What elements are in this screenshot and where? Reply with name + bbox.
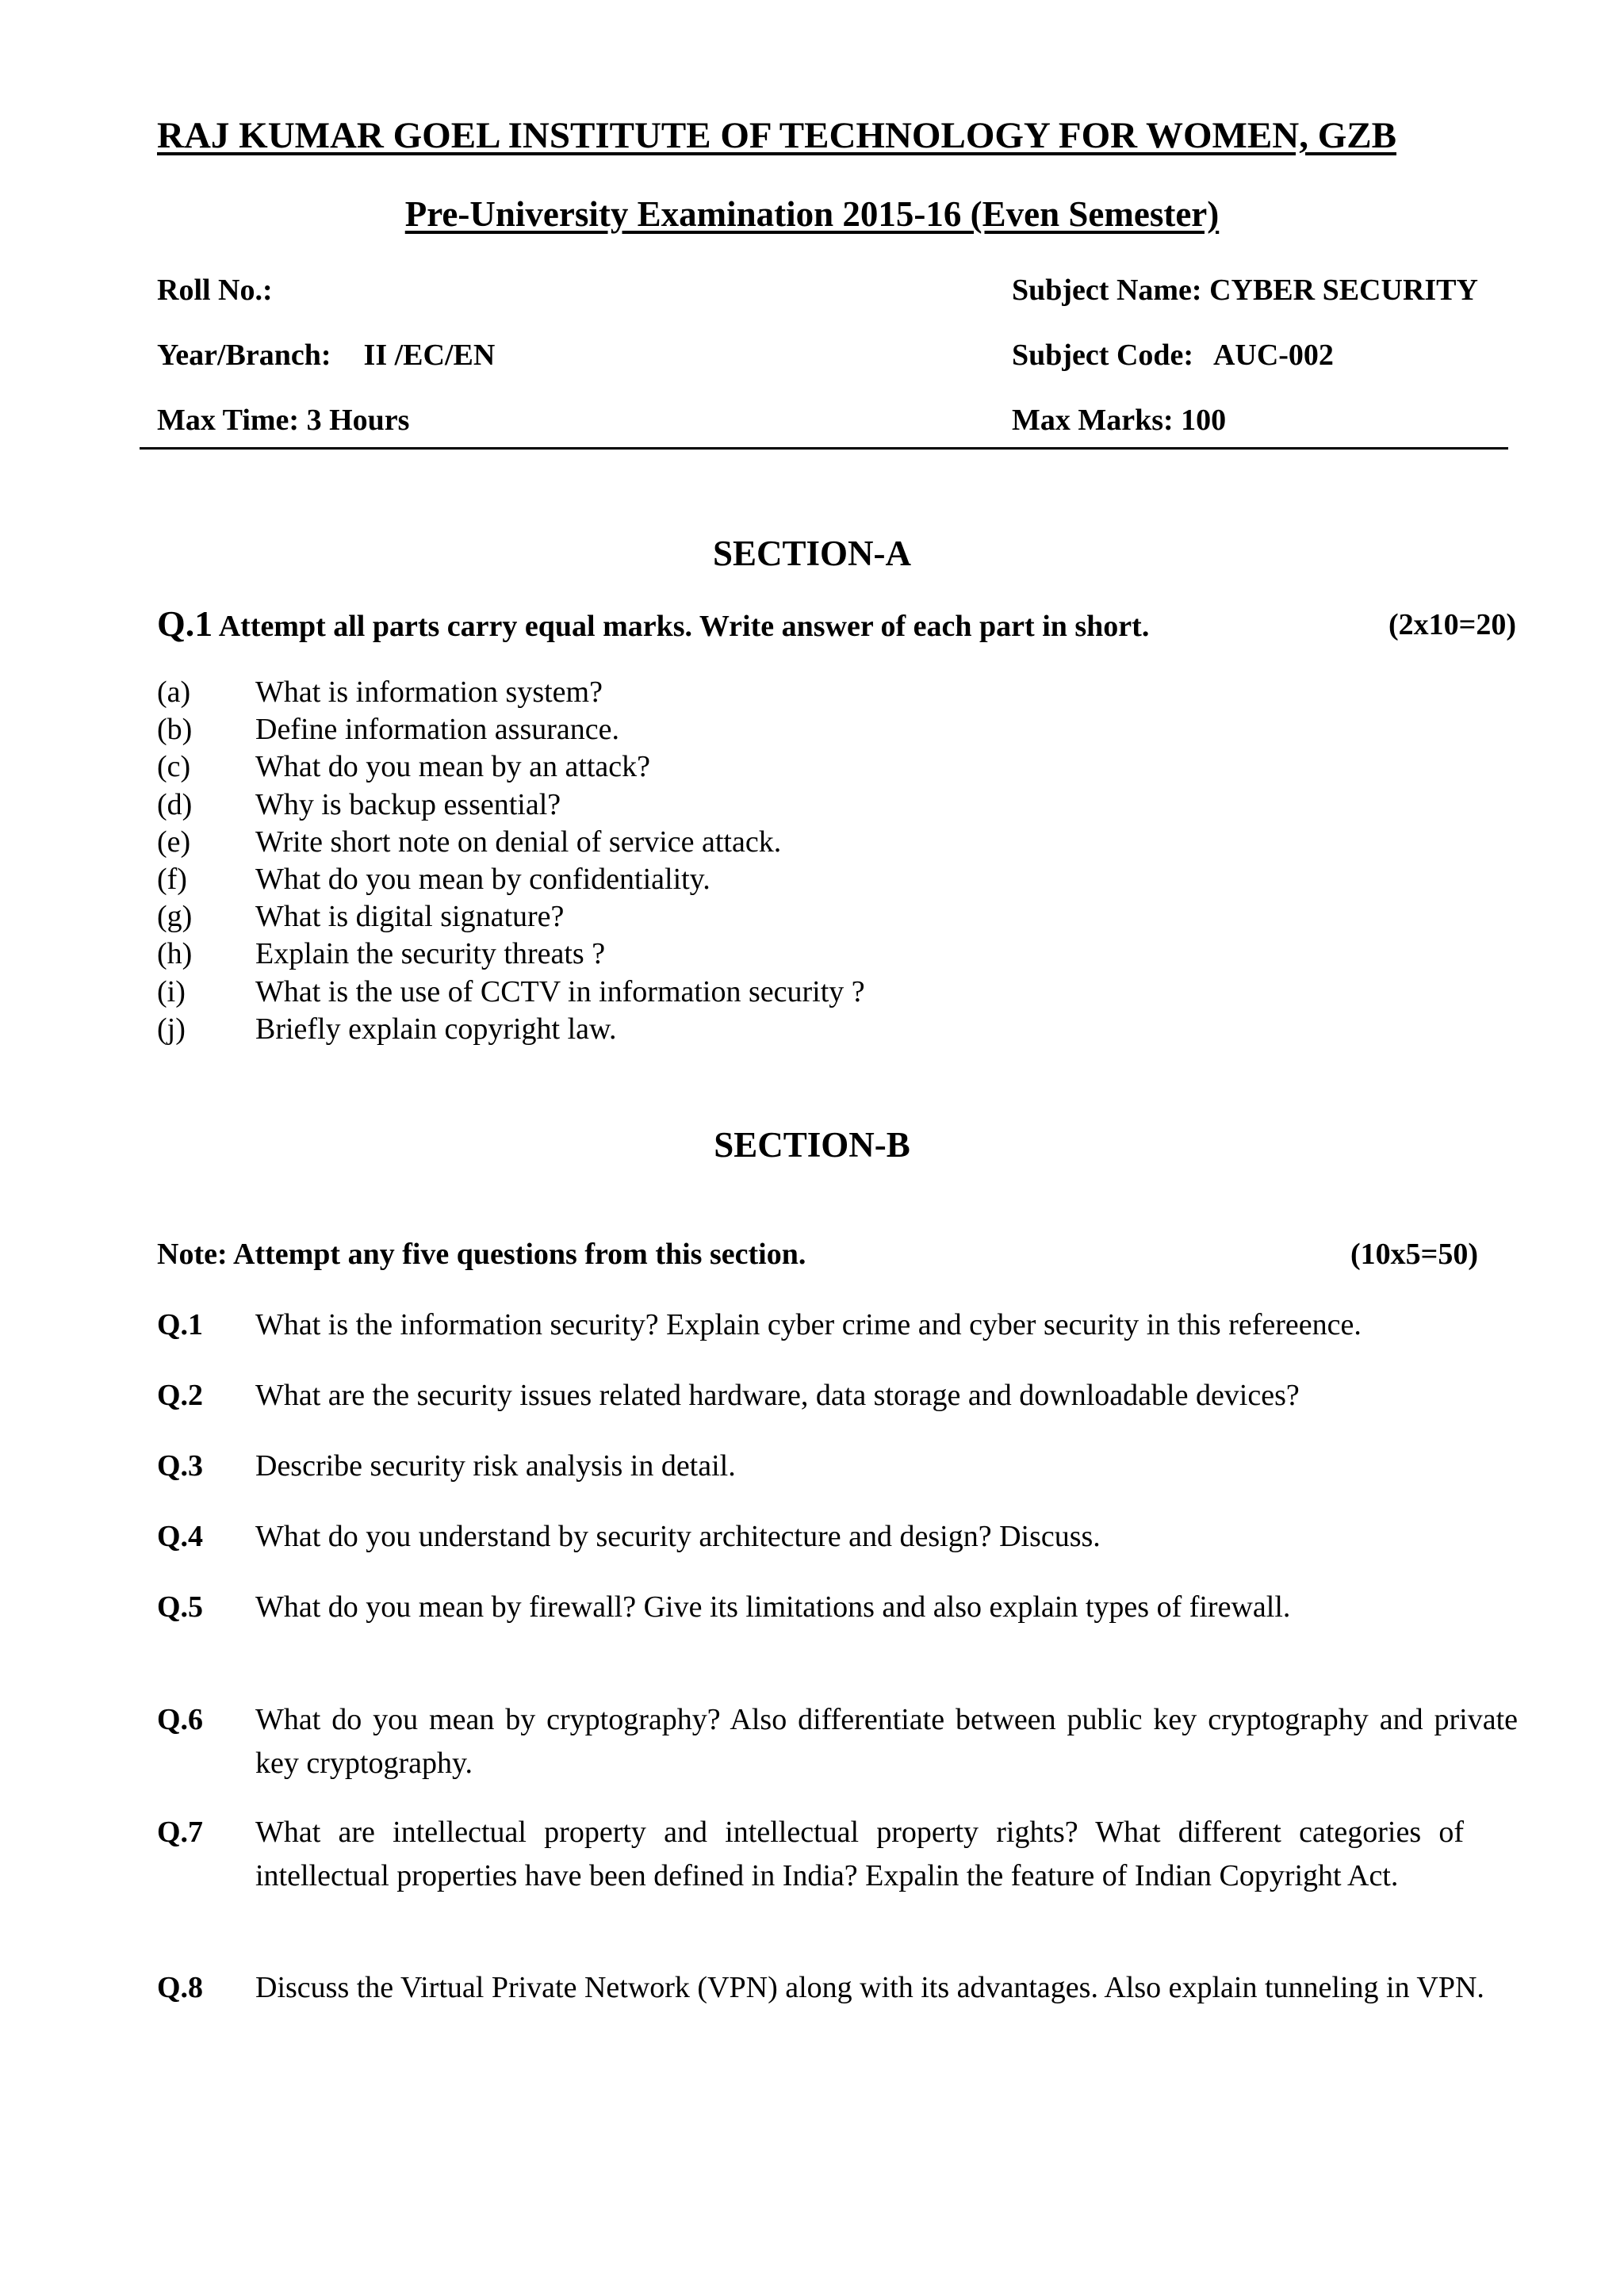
part-text: What is digital signature?	[255, 900, 565, 934]
year-branch-value: II /EC/EN	[363, 339, 496, 372]
list-item	[157, 974, 865, 1011]
section-a-question-label: Q.1	[157, 603, 213, 644]
part-text: Briefly explain copyright law.	[255, 1012, 617, 1046]
part-text: Define information assurance.	[255, 713, 619, 747]
section-b-question	[157, 1586, 1331, 1629]
subject-code-value: AUC-002	[1212, 339, 1334, 372]
section-b-question	[157, 1515, 1518, 1559]
list-item	[157, 674, 865, 711]
question-text: What do you mean by cryptography? Also differentiate between public key cryptography and private key cryptography.	[255, 1703, 1518, 1780]
section-a-marks: (2x10=20)	[1388, 608, 1516, 641]
subject-name-label: Subject Name:	[1012, 274, 1202, 307]
list-item	[157, 711, 865, 748]
section-b-question	[157, 1698, 1518, 1785]
section-a-question	[157, 603, 1149, 645]
section-b-marks: (10x5=50)	[1350, 1238, 1478, 1271]
part-text: Explain the security threats ?	[255, 937, 606, 971]
section-b-question	[157, 1303, 1518, 1347]
section-b-heading: SECTION-B	[714, 1125, 910, 1165]
question-text: Discuss the Virtual Private Network (VPN) along with its advantages. Also explain tunneling in VPN.	[255, 1971, 1484, 2004]
part-text: What is the use of CCTV in information security ?	[255, 974, 865, 1008]
part-label: (e)	[157, 825, 191, 859]
roll-no-label: Roll No.:	[157, 274, 273, 307]
part-label: (h)	[157, 937, 193, 971]
section-b-note: Note: Attempt any five questions from this section.	[157, 1238, 806, 1271]
part-label: (i)	[157, 974, 186, 1008]
subject-code	[1012, 338, 1334, 373]
section-b-question	[157, 1966, 1518, 2010]
max-marks: Max Marks: 100	[1012, 404, 1227, 437]
part-label: (a)	[157, 675, 191, 709]
part-text: What do you mean by confidentiality.	[255, 862, 710, 896]
question-text: Describe security risk analysis in detail.	[255, 1449, 736, 1483]
subject-code-label: Subject Code:	[1012, 339, 1194, 372]
question-label: Q.6	[157, 1703, 204, 1736]
section-b-question	[157, 1374, 1518, 1418]
part-text: Write short note on denial of service attack.	[255, 825, 782, 859]
part-text: What is information system?	[255, 675, 603, 709]
question-label: Q.3	[157, 1449, 204, 1483]
question-text: What are the security issues related hardware, data storage and downloadable devices?	[255, 1379, 1300, 1412]
part-text: Why is backup essential?	[255, 787, 561, 821]
max-time: Max Time: 3 Hours	[157, 404, 410, 437]
part-label: (b)	[157, 713, 193, 747]
list-item	[157, 1011, 865, 1048]
question-text: What do you understand by security architecture and design? Discuss.	[255, 1520, 1101, 1553]
part-text: What do you mean by an attack?	[255, 750, 651, 784]
part-label: (g)	[157, 900, 193, 934]
section-a-parts-list	[157, 674, 865, 1048]
section-b-question	[157, 1811, 1464, 1898]
list-item	[157, 748, 865, 786]
list-item	[157, 936, 865, 973]
question-text: What are intellectual property and intellectual property rights? What different categories of intellectual properties have been defined in India? Expalin the feature of Indian Copyright Act.	[255, 1816, 1464, 1892]
question-label: Q.1	[157, 1308, 204, 1341]
part-label: (j)	[157, 1012, 186, 1046]
list-item	[157, 861, 865, 898]
question-text: What is the information security? Explain cyber crime and cyber security in this refereence.	[255, 1308, 1362, 1341]
year-branch-label: Year/Branch:	[157, 339, 331, 372]
part-label: (d)	[157, 787, 193, 821]
subject-name-value: CYBER SECURITY	[1209, 274, 1478, 307]
list-item	[157, 824, 865, 861]
part-label: (f)	[157, 862, 187, 896]
header-divider	[140, 447, 1508, 450]
exam-title: Pre-University Examination 2015-16 (Even Semester)	[404, 194, 1220, 234]
part-label: (c)	[157, 750, 191, 784]
section-a-heading: SECTION-A	[712, 534, 912, 573]
question-label: Q.2	[157, 1379, 204, 1412]
question-label: Q.7	[157, 1816, 204, 1849]
list-item	[157, 786, 865, 824]
section-b-question	[157, 1445, 1518, 1488]
question-text: What do you mean by firewall? Give its limitations and also explain types of firewall.	[255, 1590, 1291, 1624]
question-label: Q.8	[157, 1971, 204, 2004]
institute-title: RAJ KUMAR GOEL INSTITUTE OF TECHNOLOGY FOR WOMEN, GZB	[157, 115, 1396, 156]
question-label: Q.5	[157, 1590, 204, 1624]
subject-name	[1012, 273, 1478, 308]
section-a-instruction: Attempt all parts carry equal marks. Write answer of each part in short.	[218, 610, 1150, 643]
list-item	[157, 898, 865, 936]
question-label: Q.4	[157, 1520, 204, 1553]
year-branch	[157, 338, 495, 373]
